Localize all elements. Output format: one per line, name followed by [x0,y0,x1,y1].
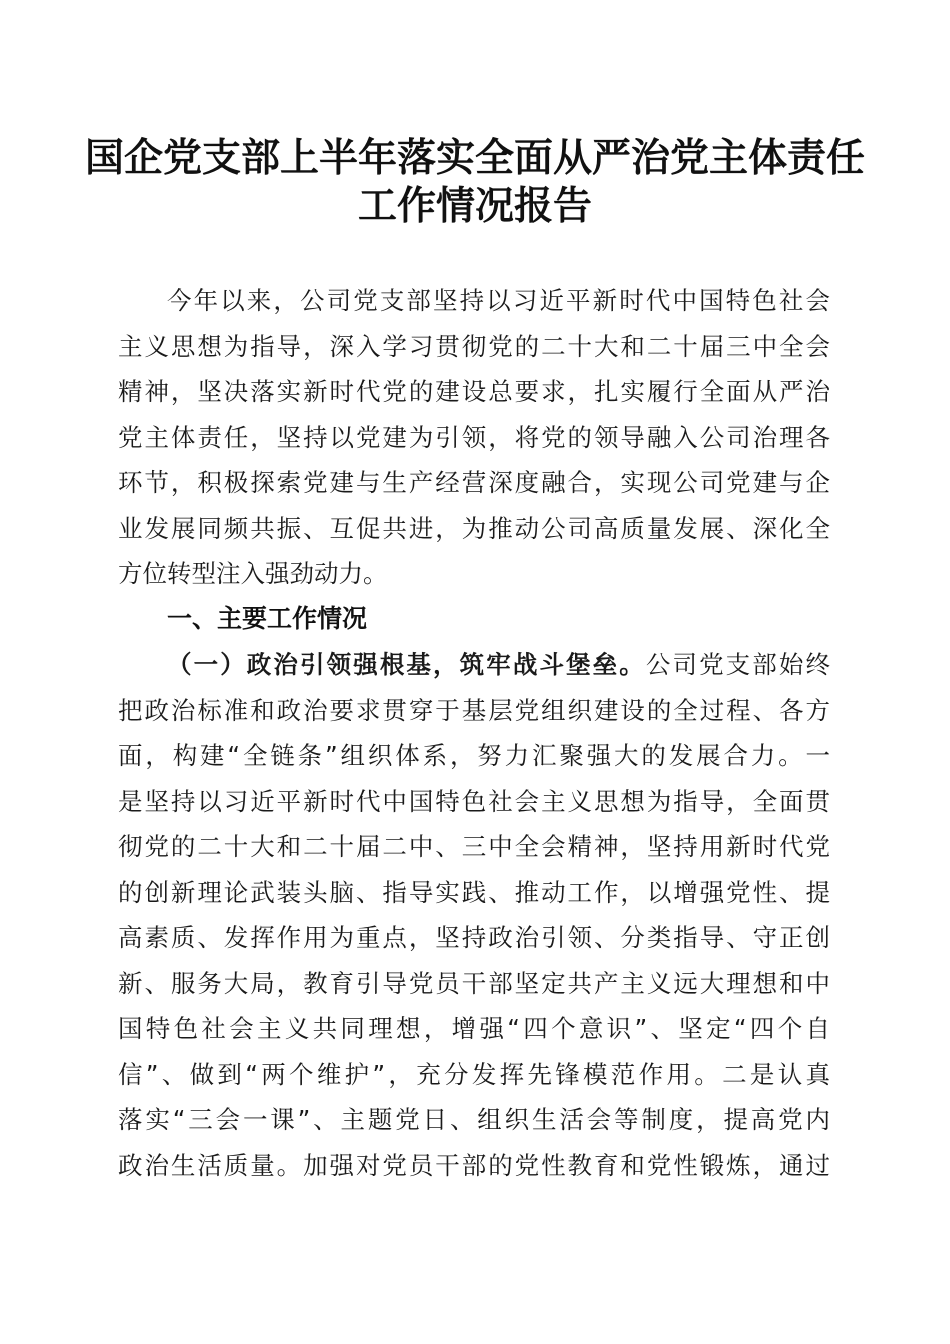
intro-line: 方位转型注入强劲动力。 [118,559,388,588]
subsection-paragraph [118,642,830,1180]
subsection-line: 面，构建“全链条”组织体系，努力汇聚强大的发展合力。一 [118,741,830,770]
subsection-heading: （一）政治引领强根基，筑牢战斗堡垒。 [167,650,646,679]
intro-line: 党主体责任，坚持以党建为引领，将党的领导融入公司治理各 [118,422,830,452]
intro-paragraph [118,278,830,608]
subsection-first-line [118,642,830,688]
intro-line: 业发展同频共振、互促共进，为推动公司高质量发展、深化全 [118,513,830,543]
subsection-line: 新、服务大局，教育引导党员干部坚定共产主义远大理想和中 [118,968,830,998]
section-heading: 一、主要工作情况 [167,604,368,633]
document-title-line-1: 国企党支部上半年落实全面从严治党主体责任 [84,135,865,181]
subsection-line: 信”、做到“两个维护”，充分发挥先锋模范作用。二是认真 [118,1059,830,1089]
subsection-line: 国特色社会主义共同理想，增强“四个意识”、坚定“四个自 [118,1014,830,1043]
subsection-line: 政治生活质量。加强对党员干部的党性教育和党性锻炼，通过 [118,1150,830,1180]
subsection-line: 是坚持以习近平新时代中国特色社会主义思想为指导，全面贯 [118,786,830,816]
subsection-line: 落实“三会一课”、主题党日、组织生活会等制度，提高党内 [118,1105,830,1134]
subsection-line: 的创新理论武装头脑、指导实践、推动工作，以增强党性、提 [118,877,830,907]
intro-line: 环节，积极探索党建与生产经营深度融合，实现公司党建与企 [118,468,830,497]
intro-line: 今年以来，公司党支部坚持以习近平新时代中国特色社会 [167,286,830,315]
subsection-line: 把政治标准和政治要求贯穿于基层党组织建设的全过程、各方 [118,695,830,725]
subsection-line: 彻党的二十大和二十届二中、三中全会精神，坚持用新时代党 [118,832,830,861]
subsection-line: 高素质、发挥作用为重点，坚持政治引领、分类指导、守正创 [118,923,830,952]
intro-line: 精神，坚决落实新时代党的建设总要求，扎实履行全面从严治 [118,377,830,406]
document-title-line-2: 工作情况报告 [357,183,592,229]
subsection-first-line-rest: 公司党支部始终 [645,650,830,679]
intro-line: 主义思想为指导，深入学习贯彻党的二十大和二十届三中全会 [118,331,830,361]
